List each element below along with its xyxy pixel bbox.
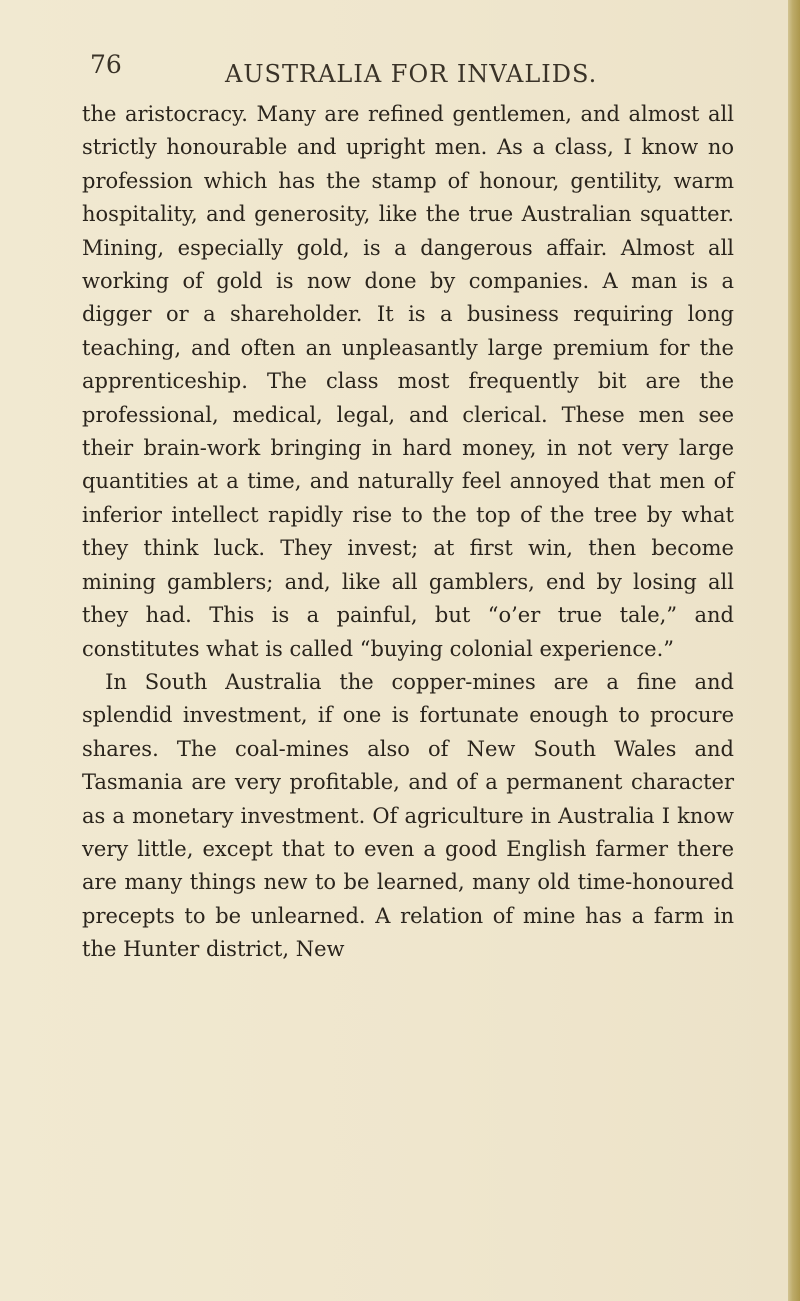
page-header (90, 50, 750, 90)
paragraph-1: the aristocracy. Many are refined gentlemen, and almost all strictly honourable and upright men. As a class, I know no profession which has the stamp of honour, gentility, warm hospitality, and generosity, like the true Australian squatter. Mining, especially gold, is a dangerous affair. Almost all working of gold is now done by companies. A man is a digger or a shareholder. It is a business requiring long teaching, and often an unpleasantly large premium for the apprenticeship. The class most frequently bit are the professional, medical, legal, and clerical. These men see their brain-work bringing in hard money, in not very large quantities at a time, and naturally feel annoyed that men of inferior intellect rapidly rise to the top of the tree by what they think luck. They invest; at first win, then become mining gamblers; and, like all gamblers, end by losing all they had. This is a painful, but “o’er true tale,” and constitutes what is called “buying colonial experience.” (82, 102, 734, 661)
page-number: 76 (90, 50, 122, 79)
paragraph-2: In South Australia the copper-mines are a fine and splendid investment, if one is fortunate enough to procure shares. The coal-mines also of New South Wales and Tasmania are very profitable, and of a permanent character as a monetary investment. Of agriculture in Australia I know very little, except that to even a good English farmer there are many things new to be learned, many old time-honoured precepts to be unlearned. A relation of mine has a farm in the Hunter district, New (82, 669, 734, 962)
body-text (82, 98, 734, 967)
page-edge (788, 0, 800, 1301)
running-title: AUSTRALIA FOR INVALIDS. (225, 60, 598, 88)
